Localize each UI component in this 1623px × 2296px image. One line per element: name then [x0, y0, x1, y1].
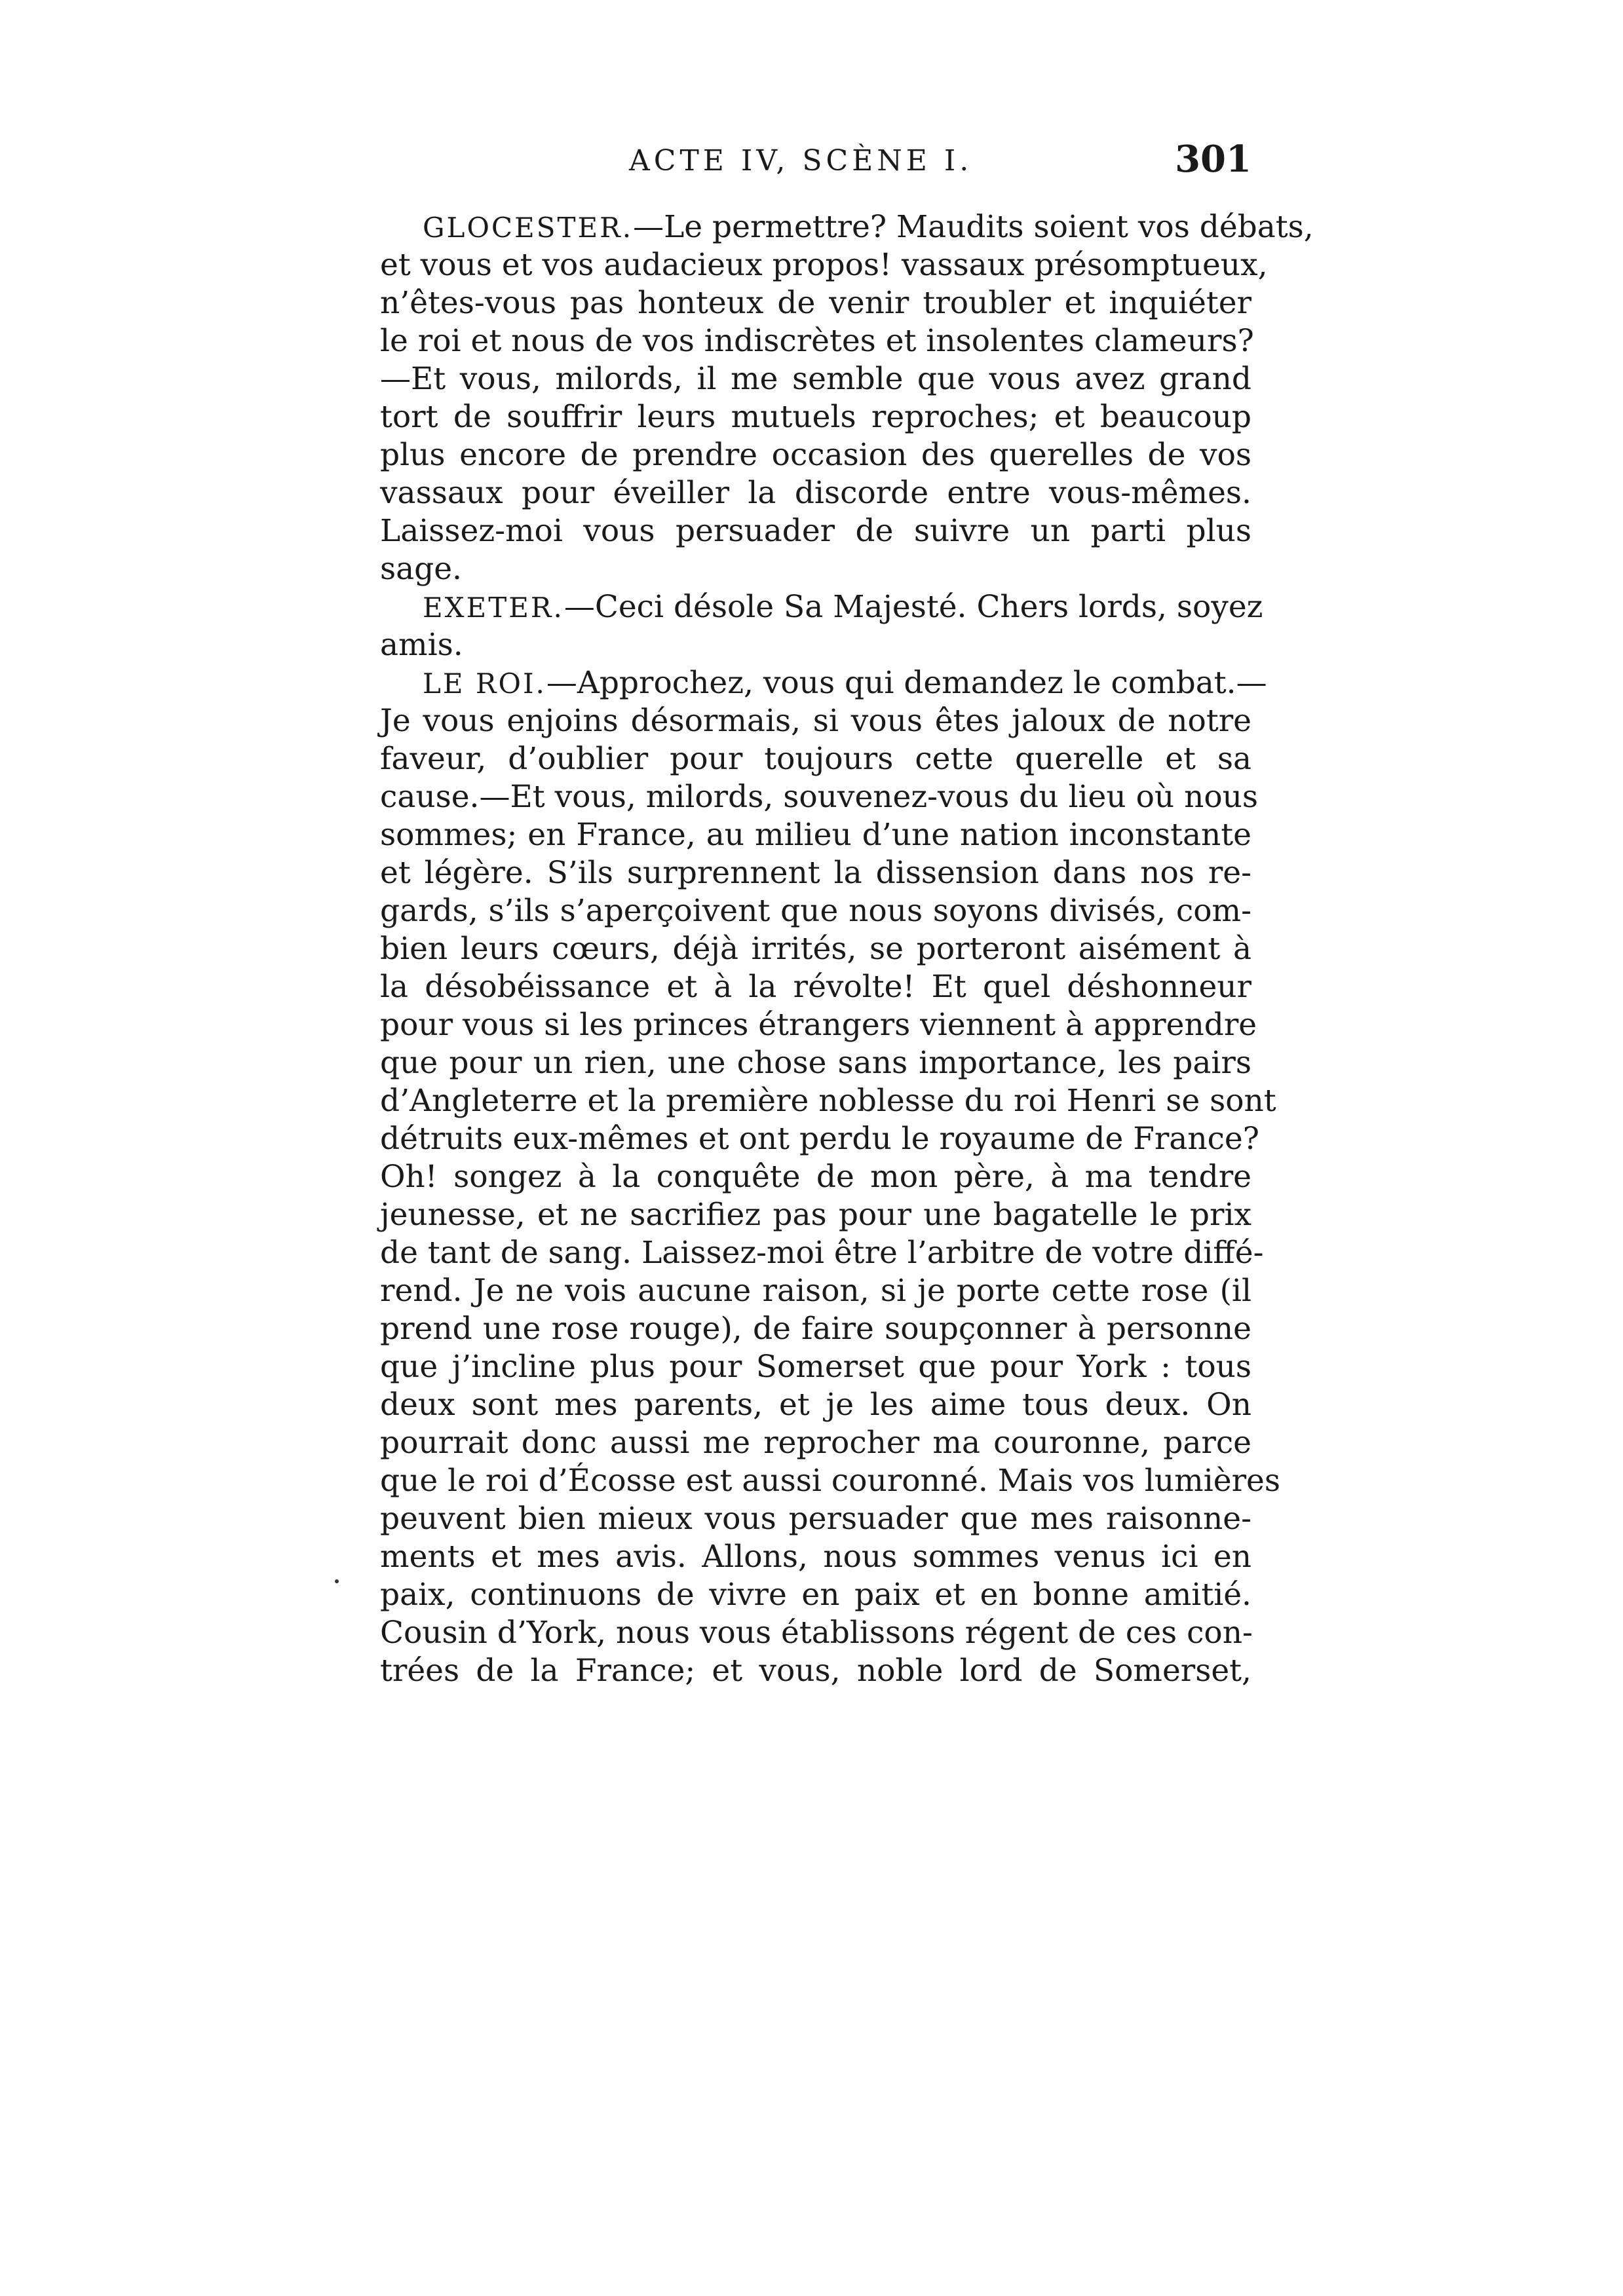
text-line [380, 436, 1251, 474]
text-line [380, 1196, 1251, 1234]
text-line [380, 512, 1251, 550]
line-text: que pour un rien, une chose sans importance, les pairs [380, 1045, 1251, 1081]
line-text: jeunesse, et ne sacrifiez pas pour une bagatelle le prix [380, 1197, 1251, 1233]
line-text: amis. [380, 627, 463, 663]
line-text: trées de la France; et vous, noble lord de Somerset, [380, 1653, 1251, 1689]
text-line [380, 322, 1254, 360]
text-line [380, 930, 1251, 968]
line-text: détruits eux-mêmes et ont perdu le royaume de France? [380, 1121, 1259, 1157]
text-line [380, 1424, 1251, 1462]
text-line [380, 588, 1263, 626]
line-text: rend. Je ne vois aucune raison, si je porte cette rose (il [380, 1273, 1251, 1309]
line-text: Je vous enjoins désormais, si vous êtes jaloux de notre [380, 703, 1251, 739]
line-text: et vous et vos audacieux propos! vassaux présomptueux, [380, 247, 1268, 283]
line-text: —Ceci désole Sa Majesté. Chers lords, soyez [563, 589, 1263, 625]
text-line [380, 474, 1251, 512]
line-text: peuvent bien mieux vous persuader que mes raisonne- [380, 1501, 1251, 1537]
line-text: prend une rose rouge), de faire soupçonner à personne [380, 1311, 1251, 1347]
line-text: le roi et nous de vos indiscrètes et insolentes clameurs? [380, 323, 1254, 359]
text-line [380, 968, 1251, 1006]
text-line [380, 892, 1251, 930]
line-text: paix, continuons de vivre en paix et en bonne amitié. [380, 1577, 1251, 1613]
text-line [380, 550, 1251, 588]
text-line [380, 702, 1251, 740]
line-text: faveur, d’oublier pour toujours cette querelle et sa [380, 741, 1251, 777]
text-line [380, 1272, 1251, 1310]
text-line [380, 360, 1251, 398]
text-line [380, 284, 1251, 322]
text-line [380, 1652, 1251, 1690]
line-text: bien leurs cœurs, déjà irrités, se porteront aisément à [380, 931, 1251, 967]
text-line [380, 1500, 1251, 1538]
text-line [380, 1310, 1251, 1348]
speaker-name: LE ROI. [423, 668, 546, 700]
line-text: la désobéissance et à la révolte! Et quel déshonneur [380, 969, 1251, 1005]
line-text: —Et vous, milords, il me semble que vous avez grand [380, 361, 1251, 397]
page-number: 301 [1175, 138, 1251, 181]
line-text: Oh! songez à la conquête de mon père, à ma tendre [380, 1159, 1251, 1195]
text-line [380, 1614, 1251, 1652]
line-text: n’êtes-vous pas honteux de venir troubler et inquiéter [380, 285, 1251, 321]
text-line [380, 1120, 1259, 1158]
line-text: et légère. S’ils surprennent la dissension dans nos re- [380, 855, 1251, 891]
line-text: vassaux pour éveiller la discorde entre vous-mêmes. [380, 475, 1251, 511]
text-line [380, 1234, 1264, 1272]
text-line [380, 1082, 1276, 1120]
line-text: gards, s’ils s’aperçoivent que nous soyons divisés, com- [380, 893, 1251, 929]
text-line [380, 664, 1267, 702]
text-line [380, 854, 1251, 892]
line-text: d’Angleterre et la première noblesse du roi Henri se sont [380, 1083, 1276, 1119]
text-line [380, 1044, 1251, 1082]
text-line [380, 1462, 1280, 1500]
speaker-name: GLOCESTER. [423, 212, 634, 244]
text-line [380, 778, 1259, 816]
line-text: sage. [380, 551, 462, 587]
line-text: que j’incline plus pour Somerset que pour York : tous [380, 1349, 1251, 1385]
text-line [380, 398, 1251, 436]
line-text: deux sont mes parents, et je les aime tous deux. On [380, 1387, 1251, 1423]
margin-mark [335, 1579, 339, 1583]
text-line [380, 1348, 1251, 1386]
text-line [380, 1006, 1257, 1044]
text-line [380, 1158, 1251, 1196]
text-line [380, 208, 1314, 246]
line-text: Cousin d’York, nous vous établissons régent de ces con- [380, 1615, 1253, 1651]
line-text: —Le permettre? Maudits soient vos débats, [633, 209, 1314, 245]
body-text [380, 208, 1314, 1690]
line-text: plus encore de prendre occasion des querelles de vos [380, 437, 1251, 473]
running-head [380, 138, 1251, 190]
line-text: —Approchez, vous qui demandez le combat.— [546, 665, 1267, 701]
line-text: tort de souffrir leurs mutuels reproches; et beaucoup [380, 399, 1251, 435]
text-line [380, 246, 1268, 284]
line-text: ments et mes avis. Allons, nous sommes venus ici en [380, 1539, 1251, 1575]
line-text: Laissez-moi vous persuader de suivre un parti plus [380, 513, 1251, 549]
line-text: que le roi d’Écosse est aussi couronné. Mais vos lumières [380, 1463, 1280, 1499]
text-line [380, 1576, 1251, 1614]
speaker-name: EXETER. [423, 592, 564, 624]
line-text: cause.—Et vous, milords, souvenez-vous du lieu où nous [380, 779, 1259, 815]
text-line [380, 1386, 1251, 1424]
line-text: sommes; en France, au milieu d’une nation inconstante [380, 817, 1251, 853]
text-line [380, 816, 1251, 854]
line-text: pourrait donc aussi me reprocher ma couronne, parce [380, 1425, 1251, 1461]
text-line [380, 626, 1251, 664]
text-line [380, 1538, 1251, 1576]
line-text: pour vous si les princes étrangers viennent à apprendre [380, 1007, 1257, 1043]
text-line [380, 740, 1251, 778]
running-title: ACTE IV, SCÈNE I. [629, 144, 973, 178]
line-text: de tant de sang. Laissez-moi être l’arbitre de votre diffé- [380, 1235, 1264, 1271]
